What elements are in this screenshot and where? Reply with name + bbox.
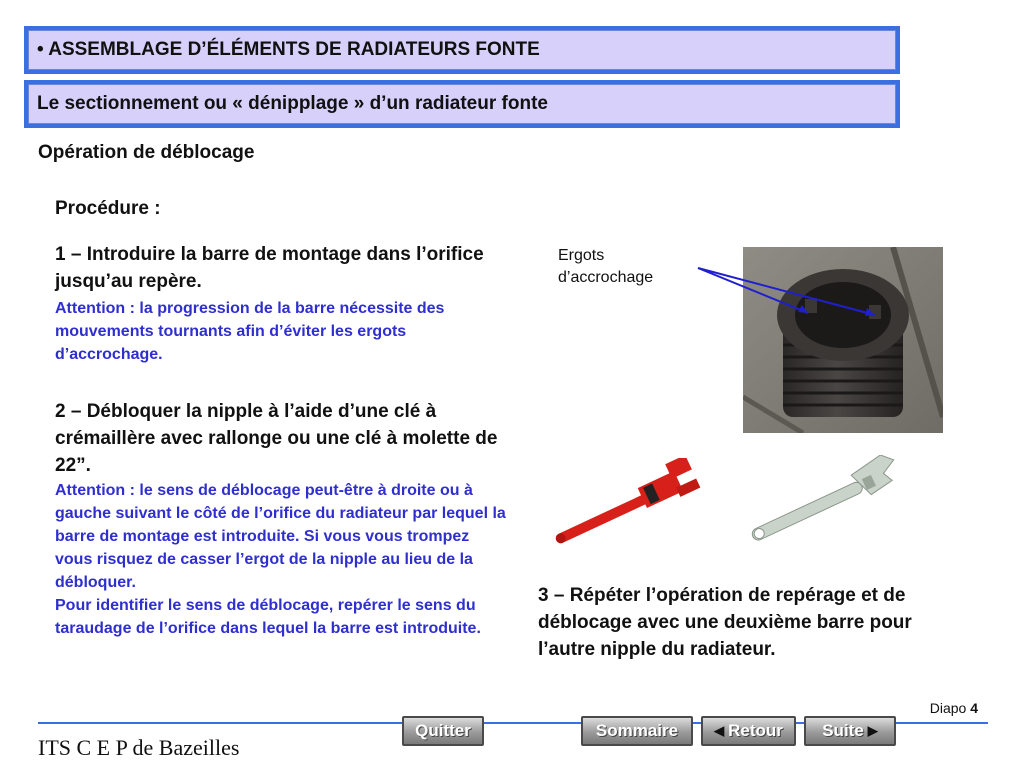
- adjustable-wrench-photo: [720, 455, 925, 550]
- back-button-label: Retour: [728, 721, 783, 740]
- step-1-note: Attention : la progression de la barre nécessite des mouvements tournants afin d’éviter les ergots d’accrochage.: [55, 300, 445, 363]
- pipe-wrench-photo: [538, 458, 716, 548]
- ergots-label-line2: d’accrochage: [558, 269, 654, 286]
- ergots-pointer-arrows: [690, 260, 890, 330]
- step-2-note: Attention : le sens de déblocage peut-être à droite ou à gauche suivant le côté de l’orifice du radiateur par lequel la barre de montage est introduite. Si vous vous trompez vous risquez de casser l’ergot de la nipple au lieu de la débloquer.: [55, 482, 506, 591]
- ergots-label: [558, 245, 653, 289]
- subtitle-bar: [24, 80, 900, 128]
- slide-label: Diapo: [929, 700, 967, 716]
- quit-button[interactable]: [402, 716, 484, 746]
- slide-number-value: 4: [970, 700, 978, 716]
- quit-button-label: Quitter: [415, 721, 471, 740]
- step-2-notes: [55, 479, 510, 640]
- footer-organization: ITS C E P de Bazeilles: [38, 735, 240, 760]
- back-button[interactable]: [701, 716, 796, 746]
- next-button[interactable]: [804, 716, 896, 746]
- chevron-right-icon: ▶: [867, 723, 878, 738]
- next-button-label: Suite: [822, 721, 864, 740]
- ergots-label-line1: Ergots: [558, 247, 605, 264]
- slide-number: [930, 700, 978, 716]
- main-title: • ASSEMBLAGE D’ÉLÉMENTS DE RADIATEURS FONTE: [28, 30, 896, 70]
- subtitle: Le sectionnement ou « dénipplage » d’un radiateur fonte: [28, 84, 896, 124]
- summary-button-label: Sommaire: [595, 721, 679, 740]
- step-2-note-2: Pour identifier le sens de déblocage, repérer le sens du taraudage de l’orifice dans lequel la barre est introduite.: [55, 597, 481, 637]
- summary-button[interactable]: [581, 716, 693, 746]
- procedure-label: Procédure :: [55, 198, 161, 219]
- section-title: Opération de déblocage: [38, 142, 255, 163]
- chevron-left-icon: ◀: [714, 723, 725, 738]
- step-2-text: 2 – Débloquer la nipple à l’aide d’une clé à crémaillère avec rallonge ou une clé à molette de 22”.: [55, 401, 498, 476]
- step-1-text: 1 – Introduire la barre de montage dans l’orifice jusqu’au repère.: [55, 244, 484, 292]
- main-title-bar: [24, 26, 900, 74]
- step-3-text: 3 – Répéter l’opération de repérage et de déblocage avec une deuxième barre pour l’autre nipple du radiateur.: [538, 585, 912, 660]
